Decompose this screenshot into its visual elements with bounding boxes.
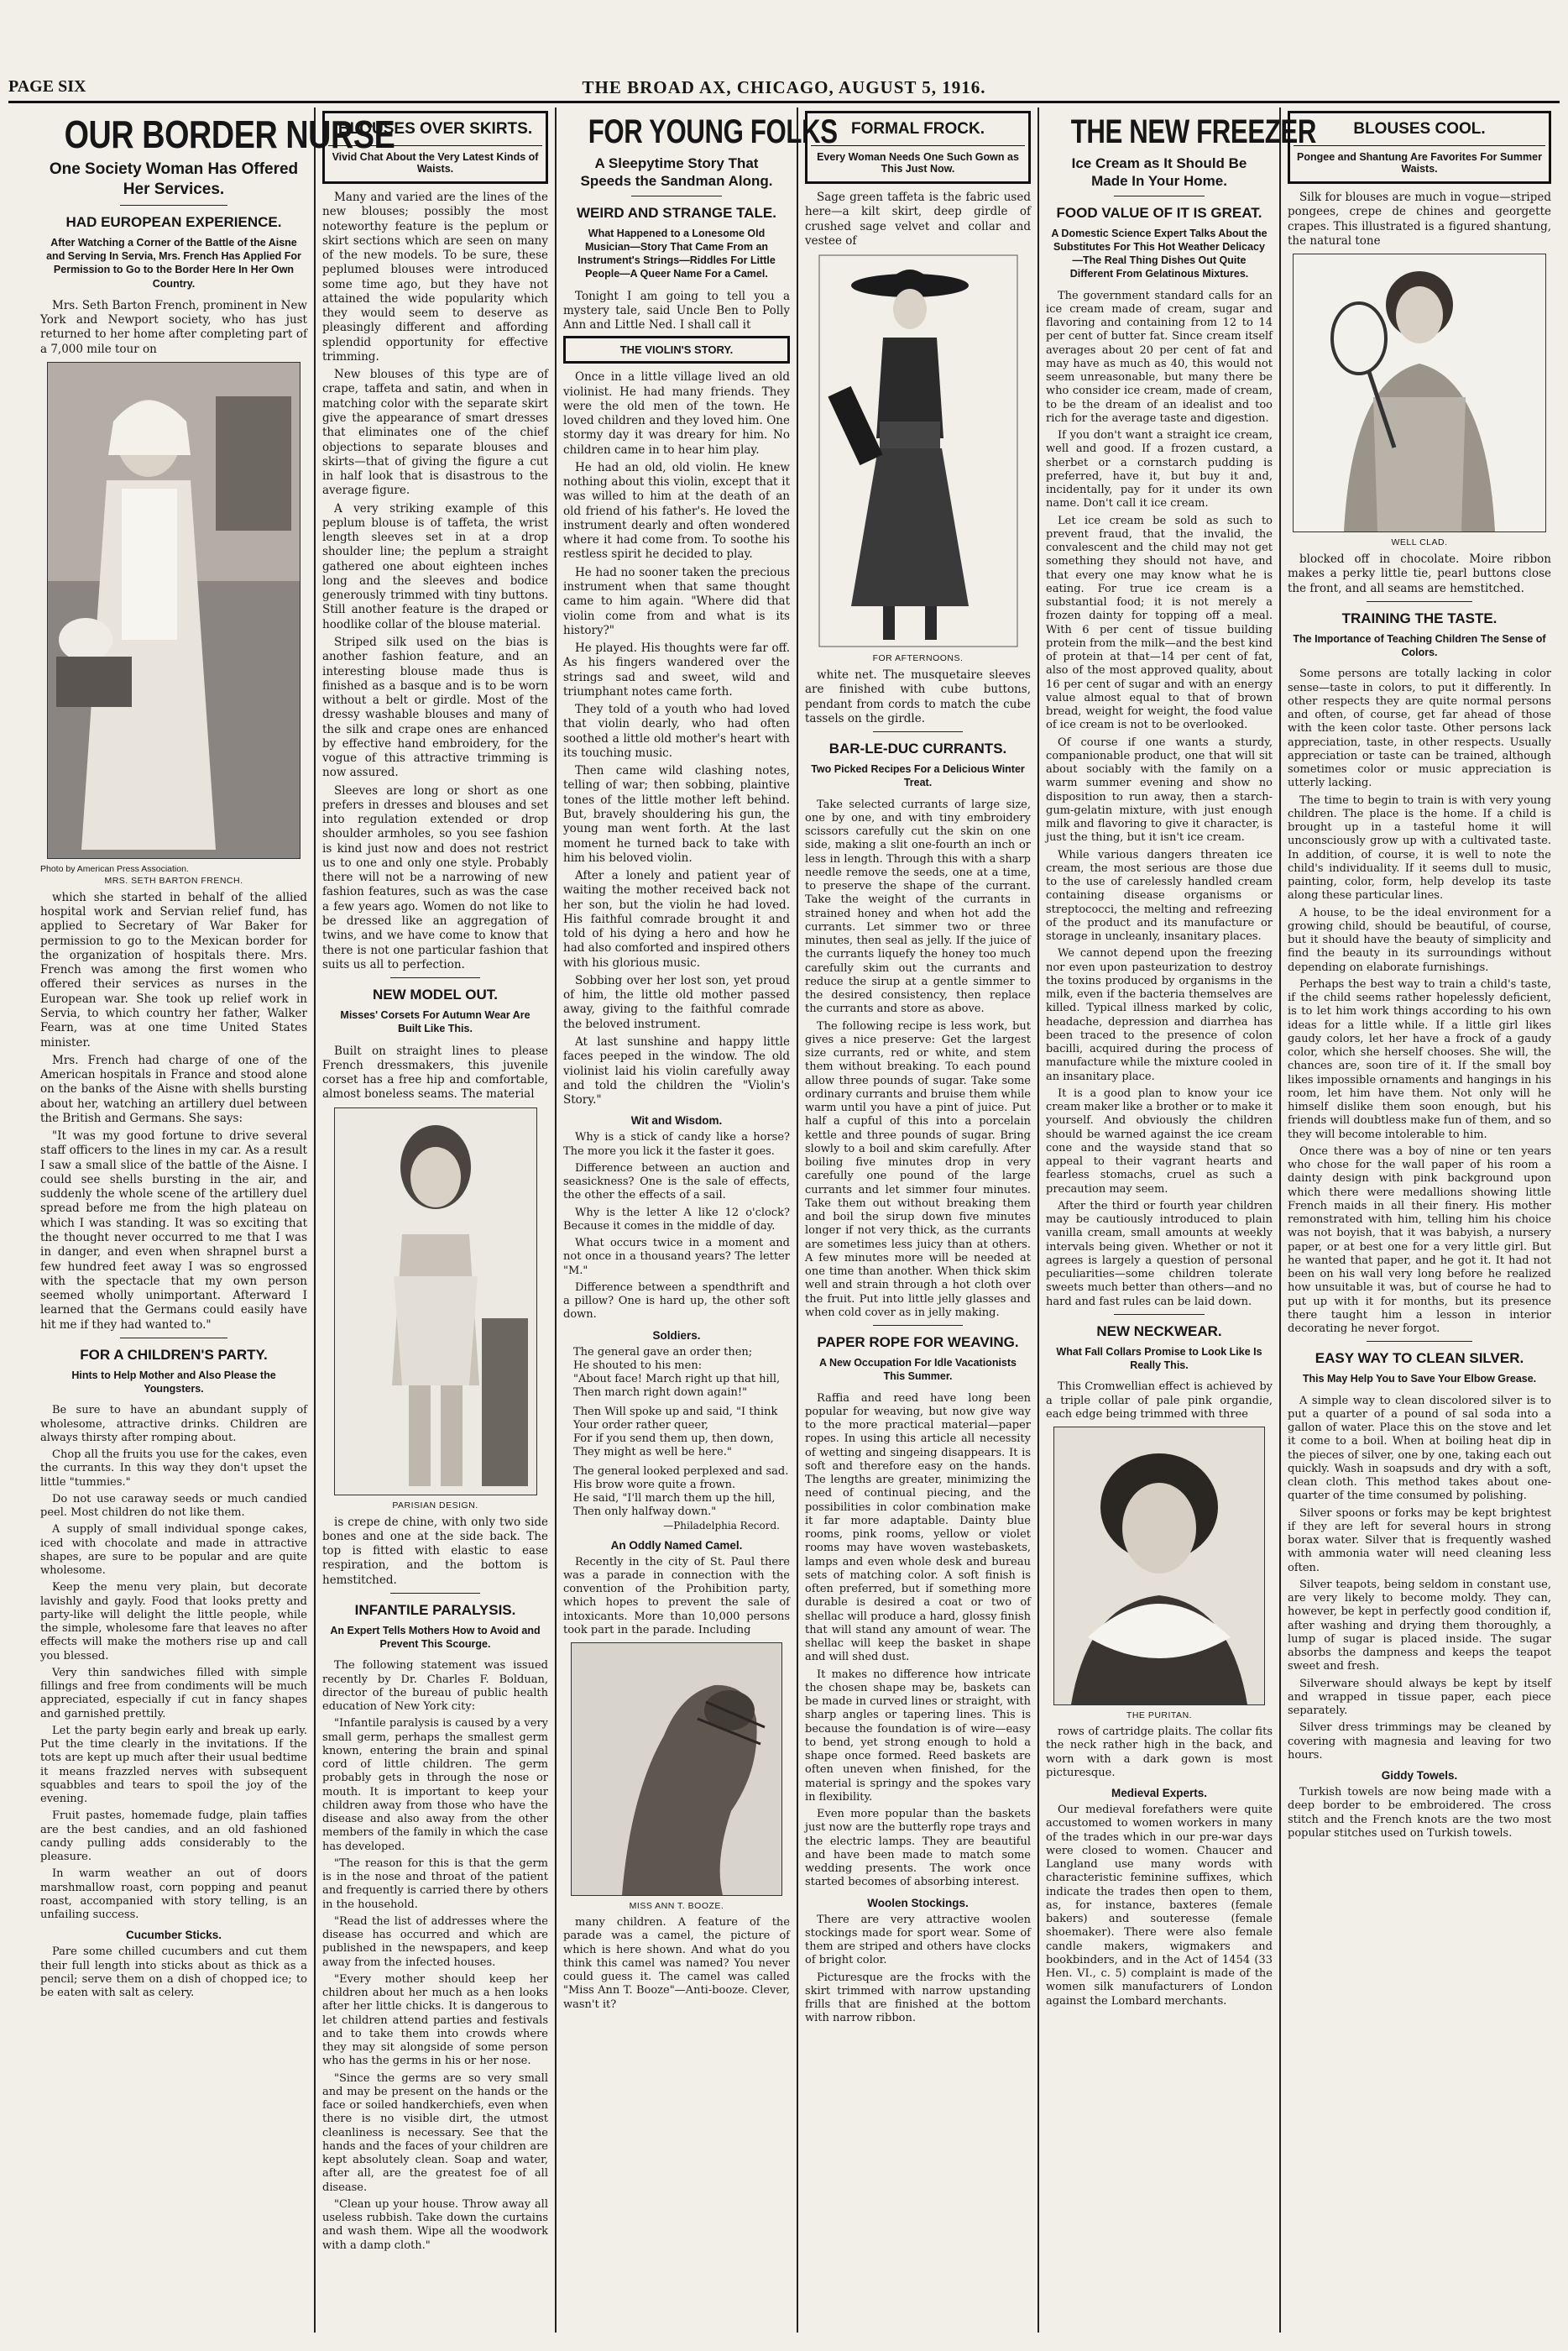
paragraph: Tonight I am going to tell you a mystery tale, said Uncle Ben to Polly Ann and Little Ned. I shall call it [563,289,790,332]
divider [390,977,481,978]
paragraph: Fruit pastes, homemade fudge, plain taffies are the best candies, and an old fashioned candy pulling adds considerably to the pleasure. [40,1809,307,1864]
paragraph: A very striking example of this peplum blouse is of taffeta, the wrist length sleeves set in at a drop shoulder line; the peplum a straight gathered one about eighteen inches long and the sleeves and bodice generously trimmed with tiny buttons. Still another feature is the draped or hoodlike collar of the blouse material. [322,501,548,631]
article-headline-box [805,111,1031,184]
column-2 [316,107,555,2333]
corset-illustration [335,1108,536,1495]
poem-line: The general looked perplexed and sad. [573,1464,789,1478]
section-heading: WEIRD AND STRANGE TALE. [577,204,776,221]
paragraph: Mrs. French had charge of one of the American hospitals in France and stood alone on the banks of the Aisne with shells bursting about her, watching an artillery duel between the British and Germans. She says: [40,1053,307,1125]
paragraph: Very thin sandwiches filled with simple fillings and free from condiments will be much appreciated, especially if cut in fancy shapes and garnished prettily. [40,1666,307,1720]
paragraph: "The reason for this is that the germ is in the nose and throat of the patient and frequently is carried there by others in the household. [322,1856,548,1911]
section-heading: NEW NECKWEAR. [1096,1322,1222,1339]
paragraph: It is a good plan to know your ice cream maker like a brother or to make it yourself. And obviously the children should be warned against the ice cream cone and the wayside stand that so appeal to their vagrant hearts and fearless stomachs, cruel as such a precaution may seem. [1046,1086,1273,1196]
article-subdeck: A Sleepytime Story That Speeds the Sandman Along. [580,155,773,190]
photo-formal-frock [818,254,1019,648]
article-headline: BLOUSES COOL. [1353,120,1486,138]
story-title: THE VIOLIN'S STORY. [619,343,734,357]
paragraph: New blouses of this type are of crape, taffeta and satin, and when in matching color with the separate skirt give the appearance of smart dresses that eliminates one of the chief objections to separate blouses and skirts—that of giving the figure a cut in half look that is disastrous to the average figure. [322,368,548,498]
paragraph: Built on straight lines to please French dressmakers, this juvenile corset has a free hip and comfortable, almost boneless seams. The material [322,1044,548,1102]
photo-caption: MRS. SETH BARTON FRENCH. [104,875,243,886]
section-heading: TRAINING THE TASTE. [1341,610,1497,626]
article-deck: An Expert Tells Mothers How to Avoid and Prevent This Scourge. [330,1624,541,1651]
paragraph: Turkish towels are now being made with a deep border to be embroidered. The cross stitch and the French knots are the two most popular stitches used on Turkish towels. [1288,1786,1551,1840]
paragraph: Silver dress trimmings may be cleaned by covering with magnesia and leaving for two hours. [1288,1721,1551,1762]
article-headline: BLOUSES OVER SKIRTS. [337,120,533,138]
paragraph: Sobbing over her lost son, yet proud of him, the little old mother passed away, giving to the faithful comrade the beloved instrument. [563,973,790,1031]
paragraph: Recently in the city of St. Paul there was a parade in connection with the convention of the Prohibition party, which hopes to prevent the sale of intoxicants. More than 10,000 persons took part in the parade. Including [563,1555,790,1636]
paragraph: Mrs. Seth Barton French, prominent in New York and Newport society, who has just returned to her home after completing part of a 7,000 mile tour on [40,298,307,356]
paragraph: many children. A feature of the parade was a camel, the picture of which is here shown. And what do you think this camel was named? You never could guess it. The camel was called "Miss Ann T. Booze"—Anti-booze. Clever, wasn't it? [563,1916,790,2011]
page-folio: PAGE SIX [8,77,86,96]
paragraph: Picturesque are the frocks with the skirt trimmed with narrow upstanding frills that are finished at the bottom with narrow ribbon. [805,1971,1031,2025]
paragraph: The following statement was issued recently by Dr. Charles F. Bolduan, director of the bureau of public health education of New York city: [322,1659,548,1714]
divider [873,731,964,732]
puritan-illustration [1054,1427,1264,1704]
article-deck: After Watching a Corner of the Battle of the Aisne and Serving In Servia, Mrs. French Has Applied For Permission to Go to the Border Here In Her Own Country. [46,236,301,290]
paragraph: They told of a youth who had loved that violin dearly, who had often soothed a little old mother's heart with its touching music. [563,703,790,760]
article-headline: FORMAL FROCK. [850,120,985,138]
paragraph: He played. His thoughts were far off. As his fingers wandered over the strings sad and sweet, wild and triumphant notes came forth. [563,641,790,699]
paragraph: "Since the germs are so very small and may be present on the hands or the face or soiled handkerchiefs, even when there is no visible dirt, the utmost cleanliness is necessary. See that the hands and the faces of your children are kept absolutely clean. Soap and water, after all, are the greatest foe of all disease. [322,2071,548,2194]
poem-line: He said, "I'll march them up the hill, [573,1492,776,1505]
poem-line: Then only halfway down." [573,1505,717,1519]
paragraph: A house, to be the ideal environment for a growing child, should be beautiful, of course, but it should have the beauty of simplicity and find the beauty in its surroundings without depending on elaborate furnishings. [1288,906,1551,974]
article-deck: Hints to Help Mother and Also Please the Youngsters. [71,1369,276,1395]
paragraph: Striped silk used on the bias is another fashion feature, and an interesting blouse made thus is finished as a basque and is to be worn without a belt or girdle. Most of the dressy washable blouses and many of the silk and crape ones are enhanced by effective hand embroidery, for the vogue of this attractive trimming is now assured. [322,635,548,780]
paragraph: Once there was a boy of nine or ten years who chose for the wall paper of his room a dainty design with pink background upon which there were medallions showing little French maids in all their finery. His mother remonstrated with him, telling him his choice was not boyish, that it was babyish, a nursery paper, or at best one for a very little girl. But he wanted that paper, and he got it. It had not been on his wall very long before he realized how unsuitable it was, but of course he had to put up with it for months, but its presence there taught him a lesson in interior decorating he never forgot. [1288,1144,1551,1336]
poem-line: Then march right down again!" [573,1386,748,1400]
photo-camel [571,1642,782,1896]
photo-corset [334,1107,537,1495]
paragraph: Sleeves are long or short as one prefers in dresses and blouses and set into regulation extended or drop shoulder armholes, so you see fashion is kind just now and does not restrict us to one and only one style. Probably there will not be a narrowing of new fashion features, such as was the case a few years ago. Women do not like to be dressed like an aggregation of twins, and we have come to know that there is not one particular fashion that suits us all to perfection. [322,783,548,971]
photo-caption: PARISIAN DESIGN. [392,1500,478,1511]
paragraph: There are very attractive woolen stockings made for sport wear. Some of them are striped and others have clocks of bright color. [805,1913,1031,1967]
paragraph: Keep the menu very plain, but decorate lavishly and gayly. Food that looks pretty and party-like will delight the little people, while the simple, wholesome fare that leaves no after effects will make the mothers rise up and call you blessed. [40,1581,307,1662]
masthead-title: THE BROAD AX, CHICAGO, AUGUST 5, 1916. [582,77,986,97]
article-headline-box [1288,111,1551,184]
masthead-rule [8,101,1560,103]
paragraph: It makes no difference how intricate the chosen shape may be, baskets can be made in curved lines or straight, with sharp angles or tapering lines. This is because the foundation is of wire—easy to bend, yet strong enough to hold a shape once formed. Reed baskets are often uneven when finished, for the material is springy and the spokes vary in flexibility. [805,1668,1031,1804]
article-deck: The Importance of Teaching Children The Sense of Colors. [1293,632,1546,659]
paragraph: Why is a stick of candy like a horse? The more you lick it the faster it goes. [563,1131,790,1158]
photo-well-clad [1293,254,1546,532]
poem [573,1345,789,1532]
section-heading: PAPER ROPE FOR WEAVING. [817,1334,1019,1351]
paragraph: Even more popular than the baskets just now are the butterfly rope trays and the electric lamps. They are beautiful and have been made to match some wedding presents. The work once started becomes of absorbing interest. [805,1808,1031,1889]
section-heading: Wit and Wisdom. [630,1114,723,1128]
divider [390,1593,481,1594]
article-headline: THE NEW FREEZER [1070,113,1316,150]
article-deck: What Happened to a Lonesome Old Musician—Story That Came From an Instrument's Strings—Riddles For Little People—A Queer Name For a Camel. [578,227,776,280]
paragraph: After a lonely and patient year of waiting the mother received back not her son, but the violin he had loved. His faithful comrade brought it and told of his dying a hero and how he had also comforted and inspired others with his glorious music. [563,869,790,970]
section-heading: Giddy Towels. [1381,1769,1458,1783]
paragraph: Raffia and reed have long been popular for weaving, but now give way to the more practical material—paper ropes. In using this article all necessity of wetting and singeing disappears. It is soft and therefore easy on the hands. The lengths are greater, minimizing the need of continual piecing, and the possibilities in color combination make it far more adaptable. Dainty blue rooms, pink rooms, yellow or violet rooms may have woven wastebaskets, lamps and even whole desk and bureau sets of matching color. A soft finish is often preferred, but if something more durable is desired a coat or two of shellac will produce a hard, glossy finish that will stand any amount of wear. The shellac will keep the basket in shape and will shed dust. [805,1391,1031,1664]
section-heading: FOR A CHILDREN'S PARTY. [80,1346,268,1363]
paragraph: Difference between an auction and seasickness? One is the sale of effects, the other the effects of a sail. [563,1161,790,1202]
column-3 [557,107,838,2333]
nurse-illustration [48,363,300,858]
paragraph: Our medieval forefathers were quite accustomed to women workers in many of the trades which in our pre-war days were closed to women. Chaucer and Langland use many words with characteristic feminine suffixes, which indicate the trades then open to them, as, for instance, baxteres (female bakers) and souteresse (female shoemaker). There were also female candle makers, wigmakers and bookbinders, and in the Act of 1454 (33 Hen. VI., c. 5) complaint is made of the women silk manufacturers of London against the Lombard merchants. [1046,1804,1273,2008]
poem-line: They might as well be here." [573,1446,732,1459]
section-heading: INFANTILE PARALYSIS. [354,1601,516,1618]
paragraph: This Cromwellian effect is achieved by a triple collar of pale pink organdie, each edge being trimmed with three [1046,1380,1273,1421]
section-heading: Cucumber Sticks. [125,1929,222,1942]
paragraph: Of course if one wants a sturdy, companionable product, one that will sit about sociably with the family on a warm summer evening and show no disposition to run away, then a starch-gum-gelatin mixture, with just enough milk and flavoring to give it character, is just the thing, but it isn't ice cream. [1046,736,1273,845]
poem-credit: —Philadelphia Record. [663,1519,780,1532]
article-deck: Misses' Corsets For Autumn Wear Are Built Like This. [340,1009,531,1035]
section-heading: HAD EUROPEAN EXPERIENCE. [65,213,282,230]
paragraph: Once in a little village lived an old violinist. He had many friends. They were the old men of the town. He loved children and they loved him. One stormy day it was dreary for him. No children came in to hear him play. [563,370,790,457]
column-1 [34,107,395,2333]
paragraph: Let the party begin early and break up early. Put the time clearly in the invitations. If the tots are kept up much after their usual bedtime it means frazzled nerves with subsequent squabbles and tears to spoil the joy of the evening. [40,1724,307,1806]
camel-illustration [572,1643,781,1895]
paragraph: Chop all the fruits you use for the cakes, even the currants. In this way they don't upset the little "tummies." [40,1448,307,1489]
section-heading: Woolen Stockings. [867,1896,969,1909]
photo-caption: WELL CLAD. [1391,537,1448,548]
photo-nurse [47,362,301,859]
article-deck: What Fall Collars Promise to Look Like Is Really This. [1056,1345,1262,1371]
paragraph: Then came wild clashing notes, telling of war; then sobbing, plaintive tones of the little mother left behind. But, bravely shouldering his gun, the young man went forth. At the last moment he turned back to take with him his beloved violin. [563,764,790,865]
paragraph: What occurs twice in a moment and not once in a thousand years? The letter "M." [563,1237,790,1277]
photo-caption: FOR AFTERNOONS. [872,653,964,664]
divider [1367,601,1472,602]
article-deck: Vivid Chat About the Very Latest Kinds of Waists. [328,145,542,175]
paragraph: Silk for blouses are much in vogue—striped pongees, crepe de chines and georgette crapes. This illustrated is a figured shantung, the natural tone [1288,191,1551,248]
paragraph: After the third or fourth year children may be cautiously introduced to plain vanilla cream, small amounts at weekly intervals being given. Whether or not it agrees is largely a question of personal peculiarities—some children tolerate sweets much better than others—and no hard and fast rules can be laid down. [1046,1199,1273,1308]
column-4 [798,107,1037,2333]
paragraph: is crepe de chine, with only two side bones and one at the side back. The top is fitted with elastic to ease respiration, and the bottom is hemstitched. [322,1515,548,1587]
paragraph: "Every mother should keep her children about her much as a hen looks after her little chicks. It is dangerous to let children attend parties and festivals and to take them into crowds where they may sit alongside of some person who has the germs in his or her nose. [322,1972,548,2068]
article-subdeck: One Society Woman Has Offered Her Services. [49,160,299,199]
frock-illustration [818,254,1019,648]
article-headline: OUR BORDER NURSE [64,113,395,156]
paragraph: The time to begin to train is with very young children. The place is the home. If a child is brought up in a tasteful home it will unconsciously grow up with a cultivated taste. In addition, of course, it is well to note the child's individuality. If it seems dull to music, painting, color, form, help develop its taste along these particular lines. [1288,793,1551,903]
section-heading: Medieval Experts. [1111,1787,1208,1799]
paragraph: The following recipe is less work, but gives a nice preserve: Get the largest size currants, red or white, and stem them without breaking. To each pound allow three pounds of sugar. Take some ordinary currants and bruise them while warm until you have a pint of juice. Put half a cupful of this into a porcelain kettle and three pounds of sugar. Bring slowly to a boil and skim carefully. After boiling five minutes drop in very carefully one pound of the large currants and let simmer four minutes. Take them out without breaking them and boil the sirup down five minutes longer if not very thick, as the currants are sometimes less juicy than at others. A few minutes more will be needed at one time than another. When thick skim well and strain through a hot cloth over the fruit. Put into little jelly glasses and when cold cover as in jelly making. [805,1019,1031,1319]
paragraph: blocked off in chocolate. Moire ribbon makes a perky little tie, pearl buttons close the front, and all seams are hemstitched. [1288,552,1551,595]
paragraph: Take selected currants of large size, one by one, and with tiny embroidery scissors carefully cut the skin on one side, making a slit one-fourth an inch or less in length. Through this with a sharp needle remove the seeds, one at a time, to preserve the shape of the currant. Take the weight of the currants in strained honey and when hot add the currants. Let simmer two or three minutes, then seal as jelly. If the juice of the currants liquefy the honey too much carefully skim out the currants and reduce the sirup at a gentle simmer to the desired consistency, then replace the currants and store as above. [805,798,1031,1016]
paragraph: A simple way to clean discolored silver is to put a quarter of a pound of sal soda into a gallon of water. Place this on the stove and let it come to a boil. When at boiling heat dip in the pieces of silver, one by one, taking each out quickly. Wash in soapsuds and dry with a soft, clean cloth. This method takes about one-quarter of the time consumed by polishing. [1288,1394,1551,1503]
paragraph: He had an old, old violin. He knew nothing about this violin, except that it was willed to him at the death of an old friend of his father's. He loved the instrument dearly and often wondered where it had come from. To soothe his restless spirit he decided to play. [563,460,790,562]
poem-line: Then Will spoke up and said, "I think [573,1405,778,1418]
poem-line: The general gave an order then; [573,1345,753,1359]
article-subdeck: Ice Cream as It Should Be Made In Your Home. [1071,155,1247,190]
paragraph: Silver spoons or forks may be kept brightest if they are left for several hours in strong borax water. Silver that is frequently washed with ammonia water will need cleaning less often. [1288,1506,1551,1574]
divider [120,205,227,206]
article-deck: A Domestic Science Expert Talks About the Substitutes For This Hot Weather Delicacy—The Real Thing Dishes Out Quite Different From Gelatinous Mixtures. [1051,227,1267,280]
paragraph: He had no sooner taken the precious instrument when that same thought came to him again. "Where did that violin come from and what is its history?" [563,565,790,637]
article-deck: Every Woman Needs One Such Gown as This Just Now. [811,145,1025,175]
section-heading: BAR-LE-DUC CURRANTS. [828,741,1007,757]
divider [873,1325,964,1326]
poem-line: "About face! March right up that hill, [573,1373,781,1386]
poem-line: Your order rather queer, [573,1418,709,1432]
section-heading: Soldiers. [652,1328,701,1342]
paragraph: Some persons are totally lacking in color sense—taste in colors, to put it differently. In other respects they are quite normal persons and often, of course, get far ahead of those with the keen color taste. Other persons lack appreciation, taste, in other respects. Usually appreciation or taste can be trained, although sometimes color or music appreciation is utterly lacking. [1288,668,1551,790]
article-deck: Two Picked Recipes For a Delicious Winter Treat. [811,763,1025,789]
paragraph: Many and varied are the lines of the new blouses; possibly the most noteworthy feature is the peplum or skirt sections which are seen on many of the new models. To be sure, these peplumed blouses were introduced some time ago, but they have not attained the wide popularity which they would seem to deserve as pleasingly different and affording splendid opportunity for effective trimming. [322,191,548,364]
article-deck: This May Help You to Save Your Elbow Grease. [1302,1373,1537,1385]
story-title-box [563,336,790,364]
paragraph: "It was my good fortune to drive several staff officers to the lines in my car. As a result I saw a small slice of the battle of the Aisne. I could see shells bursting in the air, and suddenly the whole scene of the artillery duel spread before me from the high plateau on which I was standing. It was so exciting that the thought never occurred to me that I was in danger, and even when shrapnel burst a few hundred feet away I was so engrossed with the spectacle that my own person seemed wholly unimportant. Afterward I learned that the Germans could easily have hit me if they had wanted to." [40,1129,307,1332]
paragraph: "Clean up your house. Throw away all useless rubbish. Take down the curtains and wash them. Wipe all the woodwork with a damp cloth." [322,2197,548,2252]
section-heading: FOOD VALUE OF IT IS GREAT. [1056,204,1262,221]
poem-line: He shouted to his men: [573,1359,703,1372]
paragraph: While various dangers threaten ice cream, the most serious are those due to the use of carelessly handled cream containing disease organisms or streptococci, the melting and refreezing of the product and its manufacture or storage in uncleanly, insanitary places. [1046,848,1273,943]
paragraph: Do not use caraway seeds or much candied peel. Most children do not like them. [40,1492,307,1520]
paragraph: Perhaps the best way to train a child's taste, if the child seems rather hopelessly deficient, is to let him work things according to his own ideas for a little while. If a little girl likes gaudy colors, let her have a frock of a gaudy color, which she herself chooses. She will, the chances are, soon tire of it. If the small boy likes impossible ornaments and hangings in his room, let him have them. Not only will he himself dislike them soon enough, but his friends will doubtless make fun of them, and so they will become intolerable to him. [1288,977,1551,1141]
section-heading: EASY WAY TO CLEAN SILVER. [1315,1350,1524,1367]
paragraph: white net. The musquetaire sleeves are finished with cube buttons, pendant from cords to match the cube tassels on the girdle. [805,668,1031,725]
paragraph: In warm weather an out of doors marshmallow roast, corn popping and peanut roast, accompanied with story telling, is an unfailing success. [40,1867,307,1922]
poem-line: For if you send them up, then down, [573,1432,774,1446]
tennis-blouse-illustration [1294,254,1545,531]
photo-caption: THE PURITAN. [1126,1710,1193,1720]
paragraph: Be sure to have an abundant supply of wholesome, attractive drinks. Children are always thirsty after romping about. [40,1404,307,1444]
article-deck: A New Occupation For Idle Vacationists This Summer. [818,1357,1017,1383]
paragraph: rows of cartridge plaits. The collar fits the neck rather high in the back, and worn with a dark gown is most picturesque. [1046,1725,1273,1779]
paragraph: which she started in behalf of the allied hospital work and Servian relief fund, has applied to Secretary of War Baker for permission to go to the Mexican border for the organization of hospitals there. Mrs. French was among the first women who offered their services as nurses in the European war. She took up relief work in Servia, to which country her father, Walker Fearn, was at one time United States minister. [40,890,307,1050]
paragraph: "Infantile paralysis is caused by a very small germ, perhaps the smallest germ known, entering the brain and spinal cord of little children. The germ probably gets in through the nose or mouth. It is important to keep your children away from those who have the disease and also away from the other members of the family in which the case has developed. [322,1717,548,1853]
divider [1114,1314,1205,1315]
article-headline: FOR YOUNG FOLKS [588,113,838,150]
photo-caption: MISS ANN T. BOOZE. [629,1901,724,1912]
paragraph: Silverware should always be kept by itself and wrapped in tissue paper, each piece separately. [1288,1677,1551,1718]
paragraph: "Read the list of addresses where the disease has occurred and which are published in the newspapers, and keep away from the infected houses. [322,1914,548,1969]
paragraph: Sage green taffeta is the fabric used here—a kilt skirt, deep girdle of crushed sage velvet and collar and vestee of [805,191,1031,248]
section-heading: An Oddly Named Camel. [610,1538,743,1552]
paragraph: Let ice cream be sold as such to prevent fraud, that the invalid, the convalescent and the child may not get something they should not have, and that every one may know what he is eating. For true ice cream is a substantial food; it is not merely a frozen dainty for topping off a meal. With 6 per cent of tissue building protein from the milk—and the best kind of protein at that—14 per cent of fat, also of the most approved quality, about 16 per cent of sugar and with an energy value almost equal to that of brown bread, weight for weight, the food value of ice cream is not to be overlooked. [1046,514,1273,732]
section-heading: NEW MODEL OUT. [373,987,498,1003]
column-5 [1039,107,1316,2333]
photo-puritan [1053,1427,1265,1705]
paragraph: Pare some chilled cucumbers and cut them their full length into sticks about as thick as a pencil; serve them on a dish of chopped ice; to be eaten with salt as celery. [40,1945,307,2000]
divider [1367,1341,1472,1342]
paragraph: A supply of small individual sponge cakes, iced with chocolate and made in attractive shapes, are sure to be popular and are quite wholesome. [40,1523,307,1578]
paragraph: If you don't want a straight ice cream, well and good. If a frozen custard, a sherbet or a cornstarch pudding is preferred, have it, but buy it and, incidentally, pay for it under its own name. Don't call it ice cream. [1046,429,1273,511]
article-deck: Pongee and Shantung Are Favorites For Summer Waists. [1294,145,1545,175]
paragraph: We cannot depend upon the freezing nor even upon pasteurization to destroy the toxins produced by organisms in the milk, even if the bacteria themselves are killed. Typical illness marked by colic, headache, depression and diarrhea has been traced to the presence of colon bacilli, acquired during the process of manufacture while the mixture cooled in an insanitary place. [1046,947,1273,1083]
paragraph: Difference between a spendthrift and a pillow? One is hard up, the other soft down. [563,1280,790,1322]
paragraph: Silver teapots, being seldom in constant use, are very likely to become moldy. They can, however, be kept in perfectly good condition if, after washing and drying them thoroughly, a lump of sugar is placed inside. The sugar absorbs the dampness and keeps the teapot sweet and fresh. [1288,1578,1551,1673]
poem-line: His brow wore quite a frown. [573,1478,736,1491]
paragraph: The government standard calls for an ice cream made of cream, sugar and flavoring and containing from 12 to 14 per cent of butter fat. Since cream itself averages about 20 per cent of fat and may have as much as 40, this would not seem unreasonable, but many there be who consider ice cream, made of cream, to be the dream of an idealist and too rich for the average taste and digestion. [1046,289,1273,425]
photo-credit: Photo by American Press Association. [40,863,189,874]
article-headline-box [322,111,548,184]
paragraph: Why is the letter A like 12 o'clock? Because it comes in the middle of day. [563,1206,790,1233]
paragraph: At last sunshine and happy little faces peeped in the window. The old violinist laid his violin carefully away and told the children the "Violin's Story." [563,1034,790,1107]
column-6 [1281,107,1558,2333]
